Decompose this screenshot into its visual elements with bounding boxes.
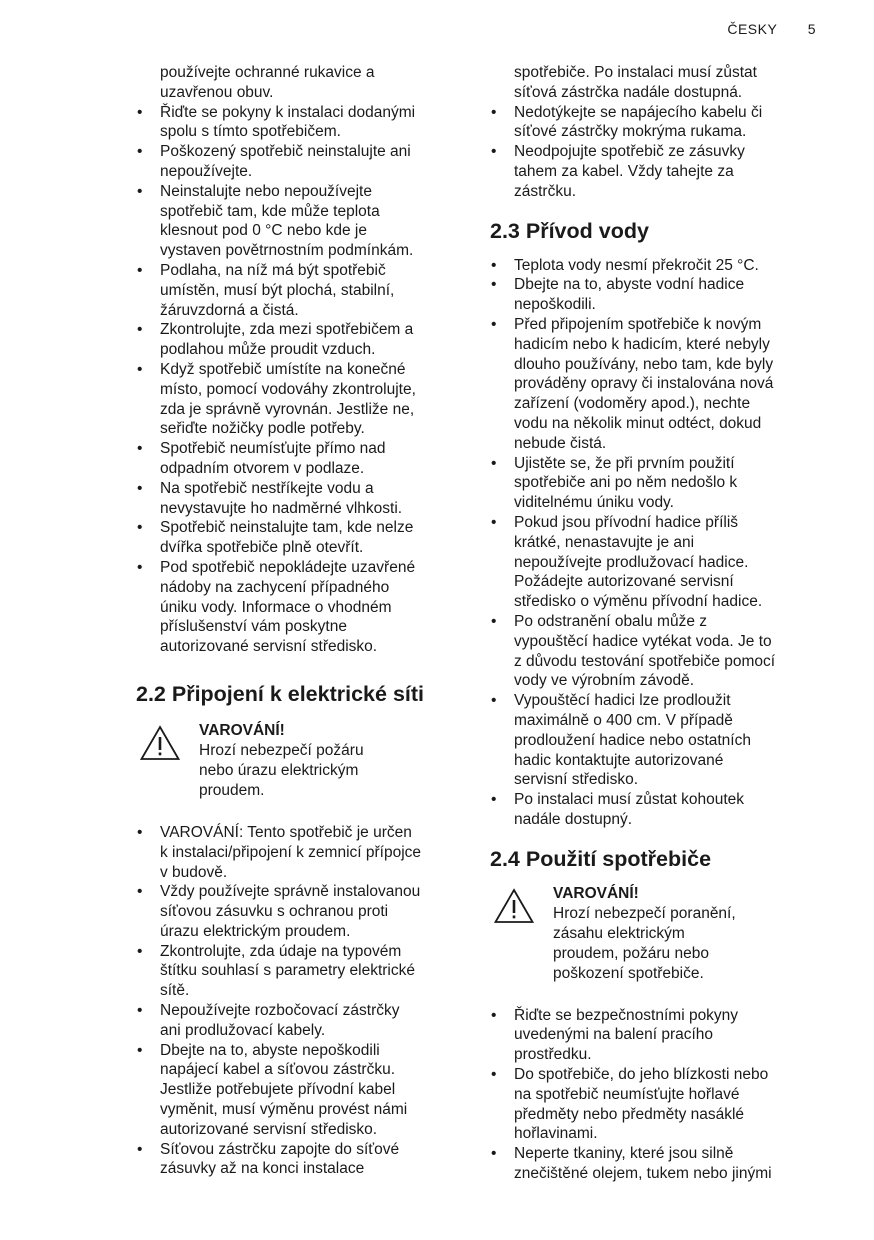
list-item: • Podlaha, na níž má být spotřebič umístěn, musí být plochá, stabilní, žáruvzdorná a čistá. xyxy=(136,261,464,320)
list-item: • Neodpojujte spotřebič ze zásuvky tahem za kabel. Vždy tahejte za zástrčku. xyxy=(490,142,820,201)
section-title-2-2: 2.2 Připojení k elektrické síti xyxy=(136,681,425,706)
list-item: • Poškozený spotřebič neinstalujte ani nepoužívejte. xyxy=(136,142,464,182)
list-item: • Pokud jsou přívodní hadice příliš krátké, nenastavujte je ani nepoužívejte prodlužovací hadice. Požádejte autorizované servisní středisko o výměnu přívodní hadice. xyxy=(490,513,820,612)
list-item: • Když spotřebič umístíte na konečné místo, pomocí vodováhy zkontrolujte, zda je správně vyrovnán. Jestliže ne, seřiďte nožičky podle potřeby. xyxy=(136,360,464,439)
warning-text: Hrozí nebezpečí poranění, zásahu elektrickým proudem, požáru nebo poškození spotřebiče. xyxy=(553,904,736,982)
list-item: • Zkontrolujte, zda údaje na typovém štítku souhlasí s parametry elektrické sítě. xyxy=(136,942,464,1001)
list-item: • Vypouštěcí hadici lze prodloužit maximálně o 400 cm. V případě prodloužení hadice nebo ostatních hadic kontaktujte autorizované servisní středisko. xyxy=(490,691,820,790)
list-item: • Do spotřebiče, do jeho blízkosti nebo na spotřebič neumísťujte hořlavé předměty nebo předměty nasáklé hořlavinami. xyxy=(490,1065,820,1144)
list-item: • Spotřebič neumísťujte přímo nad odpadním otvorem v podlaze. xyxy=(136,439,464,479)
section-title-2-3: 2.3 Přívod vody xyxy=(490,218,649,243)
warning-title: VAROVÁNÍ! xyxy=(553,884,639,902)
list-item: • VAROVÁNÍ: Tento spotřebič je určen k instalaci/připojení k zemnicí přípojce v budově. xyxy=(136,823,464,882)
bullet-list xyxy=(490,1006,820,1184)
list-item: • Před připojením spotřebiče k novým hadicím nebo k hadicím, které nebyly dlouho používány, nebo tam, kde byly prováděny opravy či instalována nová zařízení (vodoměry apod.), nechte vodu na několik minut odtéct, dokud nebude čistá. xyxy=(490,315,820,454)
warning-box xyxy=(490,884,820,984)
warning-text: Hrozí nebezpečí požáru nebo úrazu elektrickým proudem. xyxy=(199,741,364,799)
list-item: • Nedotýkejte se napájecího kabelu či síťové zástrčky mokrýma rukama. xyxy=(490,103,820,143)
list-item: • Neperte tkaniny, které jsou silně znečištěné olejem, tukem nebo jinými xyxy=(490,1144,820,1184)
list-item: • Vždy používejte správně instalovanou síťovou zásuvku s ochranou proti úrazu elektrickým proudem. xyxy=(136,882,464,941)
list-item: • Po instalaci musí zůstat kohoutek nadále dostupný. xyxy=(490,790,820,830)
warning-title: VAROVÁNÍ! xyxy=(199,721,285,739)
bullet-list xyxy=(490,256,820,830)
language-label: ČESKY xyxy=(727,21,778,37)
warning-box xyxy=(136,721,464,801)
list-item: • Neinstalujte nebo nepoužívejte spotřebič tam, kde může teplota klesnout pod 0 °C nebo kde je vystaven povětrnostním podmínkám. xyxy=(136,182,464,261)
list-item: • Řiďte se pokyny k instalaci dodanými spolu s tímto spotřebičem. xyxy=(136,103,464,143)
page-number: 5 xyxy=(807,21,816,37)
list-item: • Síťovou zástrčku zapojte do síťové zásuvky až na konci instalace xyxy=(136,1140,464,1180)
list-item: • Dbejte na to, abyste nepoškodili napájecí kabel a síťovou zástrčku. Jestliže potřebujete přívodní kabel vyměnit, musí výměnu provést námi autorizované servisní středisko. xyxy=(136,1041,464,1140)
list-item: spotřebiče. Po instalaci musí zůstat síťová zástrčka nadále dostupná. xyxy=(514,64,757,101)
list-item: používejte ochranné rukavice a uzavřenou obuv. xyxy=(160,64,375,101)
list-item: • Ujistěte se, že při prvním použití spotřebiče ani po něm nedošlo k viditelnému úniku vody. xyxy=(490,454,820,513)
warning-triangle-icon xyxy=(140,725,180,761)
list-item: • Na spotřebič nestříkejte vodu a nevystavujte ho nadměrné vlhkosti. xyxy=(136,479,464,519)
right-column xyxy=(490,63,820,1184)
list-item: • Pod spotřebič nepokládejte uzavřené nádoby na zachycení případného úniku vody. Informace o vhodném příslušenství vám poskytne autorizované servisní středisko. xyxy=(136,558,464,657)
section-title-2-4: 2.4 Použití spotřebiče xyxy=(490,846,712,871)
left-column xyxy=(136,63,464,1179)
list-item: • Po odstranění obalu může z vypouštěcí hadice vytékat voda. Je to z důvodu testování spotřebiče pomocí vody ve výrobním závodě. xyxy=(490,612,820,691)
bullet-list xyxy=(136,823,464,1179)
warning-triangle-icon xyxy=(494,888,534,924)
list-item: • Dbejte na to, abyste vodní hadice nepoškodili. xyxy=(490,275,820,315)
list-item: • Zkontrolujte, zda mezi spotřebičem a podlahou může proudit vzduch. xyxy=(136,320,464,360)
page-header xyxy=(727,21,816,37)
list-item: • Spotřebič neinstalujte tam, kde nelze dvířka spotřebiče plně otevřít. xyxy=(136,518,464,558)
list-item: • Nepoužívejte rozbočovací zástrčky ani prodlužovací kabely. xyxy=(136,1001,464,1041)
list-item: • Řiďte se bezpečnostními pokyny uvedenými na balení pracího prostředku. xyxy=(490,1006,820,1065)
bullet-list xyxy=(490,63,820,202)
bullet-list xyxy=(136,63,464,657)
list-item: • Teplota vody nesmí překročit 25 °C. xyxy=(490,256,820,276)
